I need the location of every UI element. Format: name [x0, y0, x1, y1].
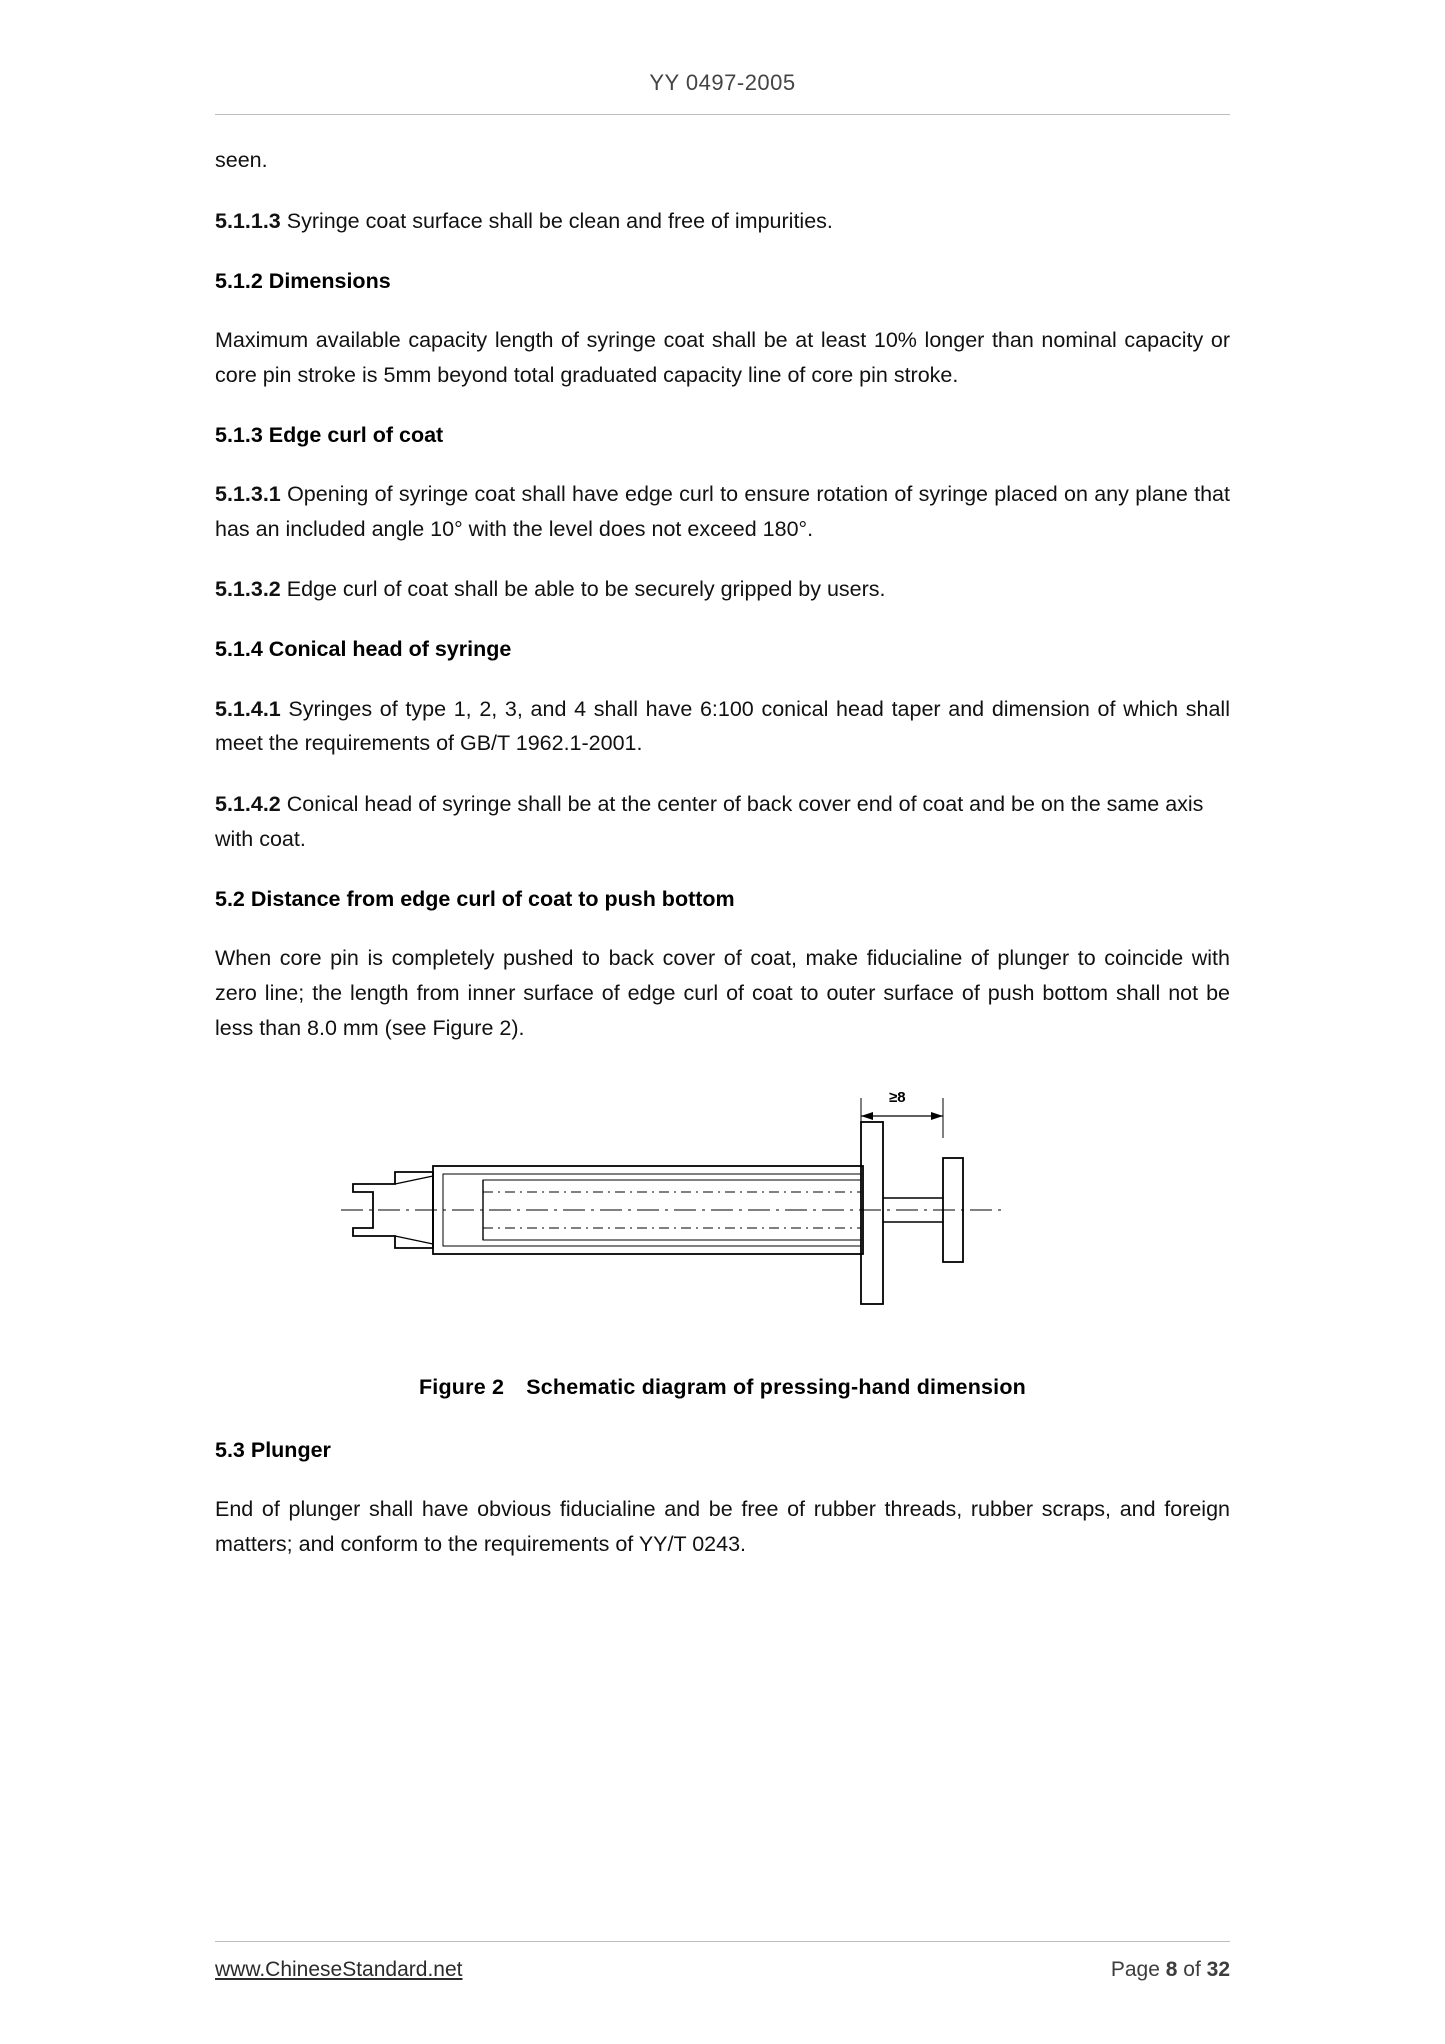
page-prefix: Page: [1110, 1958, 1166, 1981]
clause-text-5-1-3-2: Edge curl of coat shall be able to be securely gripped by users.: [280, 577, 886, 602]
page-number-indicator: [1111, 1958, 1230, 1982]
paragraph-5-1-3-1: [215, 477, 1230, 547]
document-body: [215, 115, 1230, 1562]
clause-text-5-1-3-1: Opening of syringe coat shall have edge curl to ensure rotation of syringe placed on any plane that has an included angle 10° with the level does not exceed 180°.: [215, 481, 1230, 541]
clause-number-5-1-3-2: 5.1.3.2: [215, 577, 281, 602]
paragraph-5-1-4-1: [215, 692, 1230, 762]
standard-number: YY 0497-2005: [649, 70, 796, 95]
heading-5-3: 5.3 Plunger: [215, 1437, 331, 1462]
footer-website-link[interactable]: www.ChineseStandard.net: [215, 1958, 463, 1981]
paragraph-5-1-4-2: [215, 787, 1230, 857]
page-footer: [215, 1941, 1230, 1982]
footer-row: [215, 1958, 1230, 1982]
clause-number-5-1-3-1: 5.1.3.1: [215, 481, 281, 506]
paragraph-5-1-3-2: [215, 572, 1230, 607]
clause-text-5-1-4-1: Syringes of type 1, 2, 3, and 4 shall have 6:100 conical head taper and dimension of which shall meet the requirements of GB/T 1962.1-2001.: [215, 696, 1230, 756]
heading-5-1-3: 5.1.3 Edge curl of coat: [215, 422, 444, 447]
heading-5-1-2: 5.1.2 Dimensions: [215, 268, 391, 293]
paragraph-5-1-1-3: [215, 204, 1230, 239]
page-middle: of: [1177, 1958, 1207, 1981]
dimension-label: ≥8: [888, 1088, 906, 1106]
figure-2: [215, 1080, 1230, 1365]
page-header: [215, 0, 1230, 115]
paragraph-5-1-2: Maximum available capacity length of syringe coat shall be at least 10% longer than nominal capacity or core pin stroke is 5mm beyond total graduated capacity line of core pin stroke.: [215, 327, 1230, 387]
syringe-diagram: [333, 1080, 1113, 1360]
footer-divider: [215, 1941, 1230, 1942]
clause-number-5-1-1-3: 5.1.1.3: [215, 208, 281, 233]
figure-label: Figure 2: [418, 1374, 505, 1399]
current-page-number: 8: [1165, 1958, 1178, 1981]
clause-number-5-1-4-1: 5.1.4.1: [215, 696, 281, 721]
heading-5-1-4: 5.1.4 Conical head of syringe: [215, 637, 512, 662]
figure-2-caption: [215, 1375, 1230, 1400]
figure-title: Schematic diagram of pressing-hand dimension: [526, 1374, 1027, 1399]
clause-text-5-1-4-2: Conical head of syringe shall be at the center of back cover end of coat and be on the same axis with coat.: [215, 792, 1204, 852]
clause-number-5-1-4-2: 5.1.4.2: [215, 792, 281, 817]
clause-text-5-1-1-3: Syringe coat surface shall be clean and free of impurities.: [280, 208, 833, 233]
paragraph-5-3: End of plunger shall have obvious fiducialine and be free of rubber threads, rubber scraps, and foreign matters; and conform to the requirements of YY/T 0243.: [215, 1496, 1230, 1556]
paragraph-continuation: seen.: [215, 148, 268, 172]
total-page-number: 32: [1206, 1958, 1230, 1981]
paragraph-5-2: When core pin is completely pushed to back cover of coat, make fiducialine of plunger to coincide with zero line; the length from inner surface of edge curl of coat to outer surface of push bottom shall not be less than 8.0 mm (see Figure 2).: [215, 946, 1230, 1040]
heading-5-2: 5.2 Distance from edge curl of coat to push bottom: [215, 886, 735, 911]
